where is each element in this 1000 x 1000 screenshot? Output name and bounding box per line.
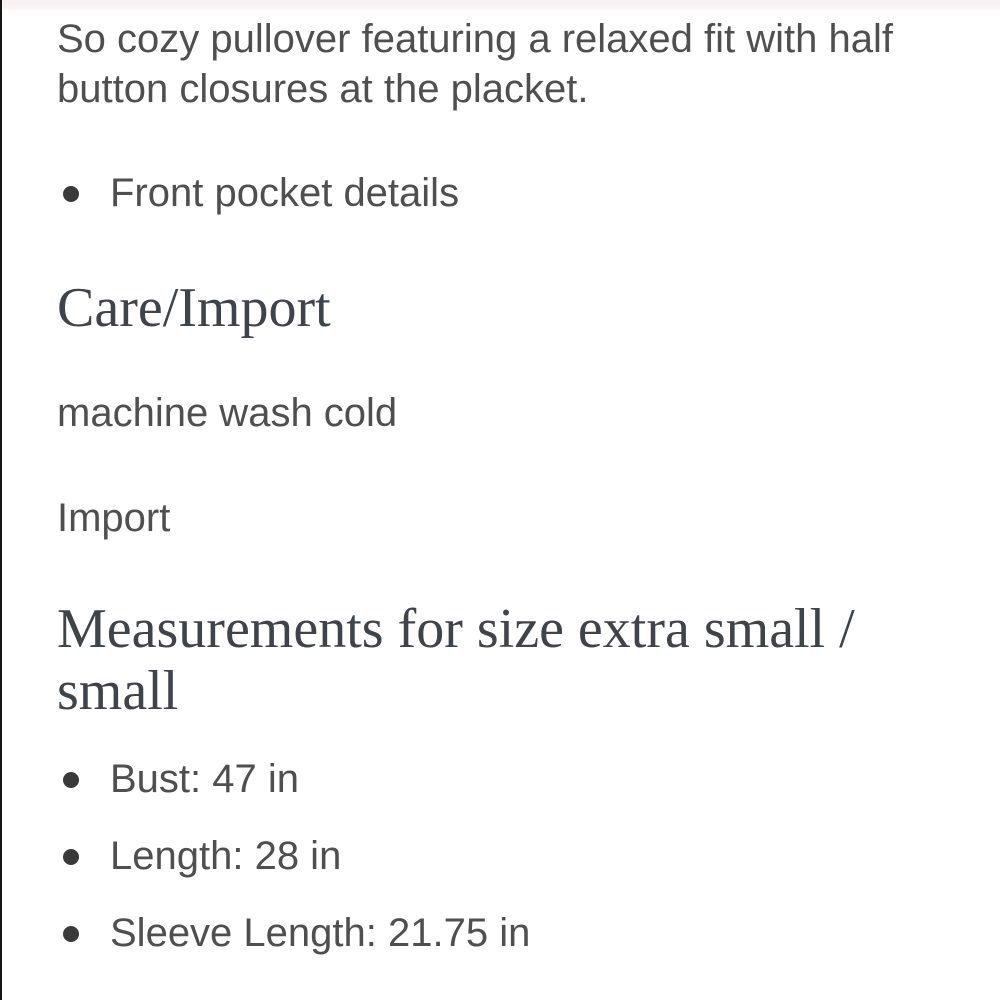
feature-item-front-pocket: Front pocket details	[57, 168, 940, 218]
measurement-item-bust: Bust: 47 in	[57, 754, 940, 804]
import-note-text: Import	[57, 496, 171, 540]
measurements-heading: Measurements for size extra small / small	[57, 598, 855, 722]
feature-list	[57, 168, 940, 218]
care-import-heading: Care/Import	[57, 277, 331, 339]
measurements-list	[57, 754, 940, 958]
measurement-item-sleeve-length: Sleeve Length: 21.75 in	[57, 908, 940, 958]
care-instruction-text: machine wash cold	[57, 391, 398, 435]
measurement-item-length: Length: 28 in	[57, 831, 940, 881]
product-description: So cozy pullover featuring a relaxed fit with half button closures at the placket.	[57, 17, 893, 111]
